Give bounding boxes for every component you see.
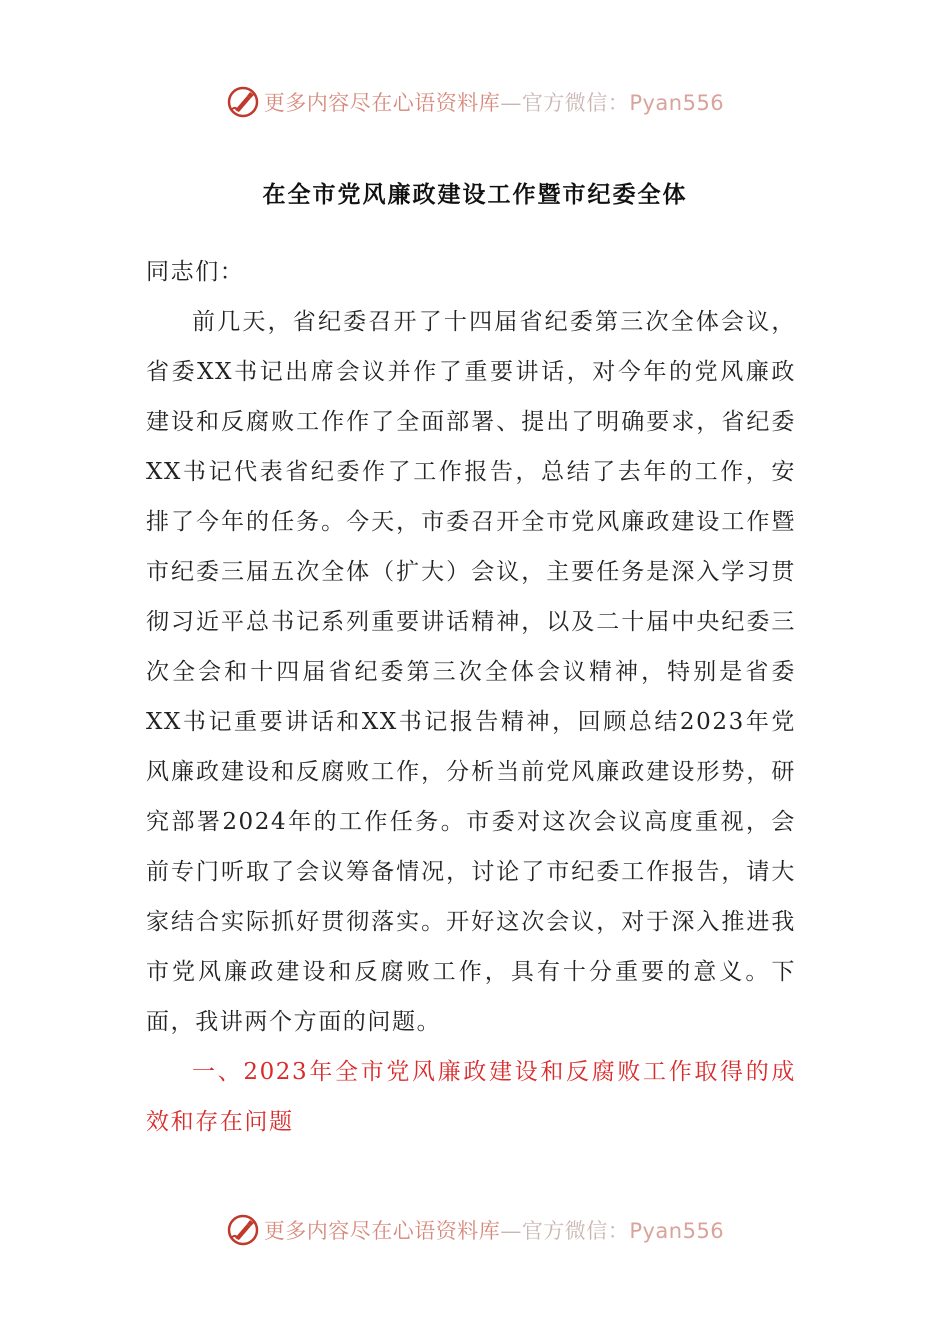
document-body [146, 247, 796, 1147]
watermark-middle: 官方微信： [521, 91, 630, 115]
watermark-text [264, 1215, 724, 1245]
body-paragraph: 前几天，省纪委召开了十四届省纪委第三次全体会议，省委XX书记出席会议并作了重要讲话，对今年的党风廉政建设和反腐败工作作了全面部署、提出了明确要求，省纪委XX书记代表省纪委作了工作报告，总结了去年的工作，安排了今年的任务。今天，市委召开全市党风廉政建设工作暨市纪委三届五次全体（扩大）会议，主要任务是深入学习贯彻习近平总书记系列重要讲话精神，以及二十届中央纪委三次全会和十四届省纪委第三次全体会议精神，特别是省委XX书记重要讲话和XX书记报告精神，回顾总结2023年党风廉政建设和反腐败工作，分析当前党风廉政建设形势，研究部署2024年的工作任务。市委对这次会议高度重视，会前专门听取了会议筹备情况，讨论了市纪委工作报告，请大家结合实际抓好贯彻落实。开好这次会议，对于深入推进我市党风廉政建设和反腐败工作，具有十分重要的意义。下面，我讲两个方面的问题。 [146, 309, 796, 1035]
watermark-prefix: 更多内容尽在心语资料库 [263, 1219, 501, 1243]
document-title: 在全市党风廉政建设工作暨市纪委全体 [262, 181, 688, 208]
pen-nib-logo-icon [226, 85, 260, 119]
watermark-wechat: Pyan556 [629, 1219, 725, 1243]
section-heading: 一、2023年全市党风廉政建设和反腐败工作取得的成效和存在问题 [146, 1059, 796, 1135]
watermark-prefix: 更多内容尽在心语资料库 [263, 91, 501, 115]
watermark-dash: — [500, 91, 522, 115]
watermark-text [264, 87, 724, 117]
watermark-banner-top [0, 82, 950, 122]
watermark-dash: — [500, 1219, 522, 1243]
watermark-wechat: Pyan556 [629, 91, 725, 115]
salutation: 同志们： [146, 259, 245, 285]
watermark-middle: 官方微信： [521, 1219, 630, 1243]
watermark-banner-bottom [0, 1210, 950, 1250]
pen-nib-logo-icon [226, 1213, 260, 1247]
